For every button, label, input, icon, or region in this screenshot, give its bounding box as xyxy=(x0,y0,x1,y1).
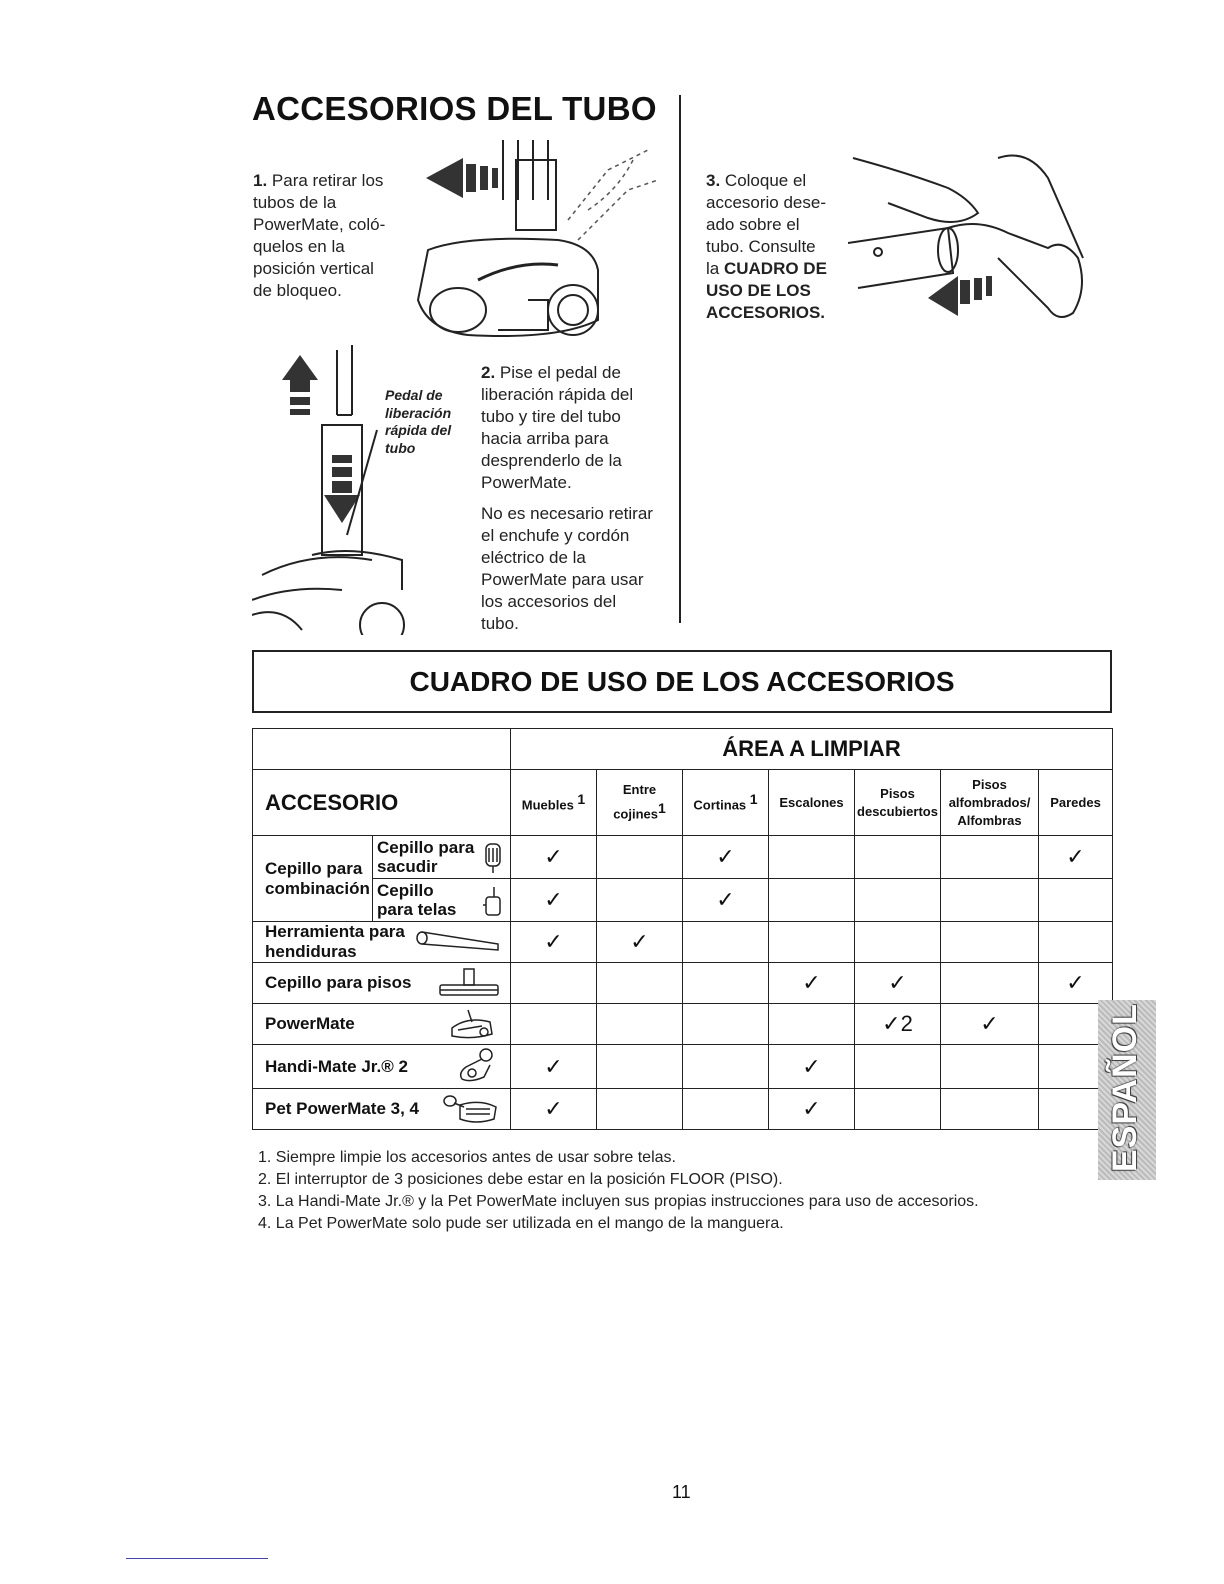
check-cell xyxy=(597,1089,683,1130)
check-cell xyxy=(941,879,1039,922)
check-cell xyxy=(683,1004,769,1045)
row-label-powermate: PowerMate xyxy=(253,1004,511,1045)
column-header: Escalones xyxy=(769,770,855,836)
check-cell: ✓ xyxy=(1039,963,1113,1004)
check-cell xyxy=(683,922,769,963)
column-header: Cortinas $^1$ xyxy=(683,770,769,836)
step-2-note xyxy=(481,503,671,635)
row-label-upholstery-brush: Cepillo para telas xyxy=(373,879,511,922)
footnote: 2. El interruptor de 3 posiciones debe estar en la posición FLOOR (PISO). xyxy=(258,1171,783,1188)
step-3-line: la xyxy=(706,259,720,278)
check-cell xyxy=(683,1045,769,1089)
step-2-note-line: el enchufe y cordón xyxy=(481,526,630,545)
upright-lock-illustration xyxy=(408,140,668,345)
step-3-line: accesorio dese- xyxy=(706,193,827,212)
footnotes xyxy=(258,1147,979,1235)
footnote: 3. La Handi-Mate Jr.® y la Pet PowerMate incluyen sus propias instrucciones para uso de accesorios. xyxy=(258,1193,979,1210)
column-header: Pisos descubiertos xyxy=(855,770,941,836)
check-cell xyxy=(941,1089,1039,1130)
footnote: 1. Siempre limpie los accesorios antes de usar sobre telas. xyxy=(258,1149,676,1166)
step-3-line: Coloque el xyxy=(724,171,807,190)
step-1-line: Para retirar los xyxy=(271,171,384,190)
page-number: 11 xyxy=(672,1482,691,1502)
step-2-text xyxy=(481,362,671,494)
step-3-bold: ACCESORIOS. xyxy=(706,303,826,322)
check-cell xyxy=(855,922,941,963)
check-cell: ✓ xyxy=(1039,836,1113,879)
step-3-line: ado sobre el xyxy=(706,215,800,234)
group-label-combination-brush: Cepillo para combinación xyxy=(253,836,373,922)
check-cell xyxy=(855,836,941,879)
area-header: ÁREA A LIMPIAR xyxy=(511,729,1113,770)
step-2-note-line: tubo. xyxy=(481,614,519,633)
chart-title: CUADRO DE USO DE LOS ACCESORIOS xyxy=(409,666,955,697)
accessory-usage-table xyxy=(252,728,1113,1130)
column-header: Muebles $^1$ xyxy=(511,770,597,836)
check-cell: ✓ xyxy=(683,836,769,879)
check-cell xyxy=(597,1045,683,1089)
check-cell xyxy=(855,879,941,922)
row-label-floor-brush: Cepillo para pisos xyxy=(253,963,511,1004)
check-cell xyxy=(769,879,855,922)
check-cell xyxy=(769,922,855,963)
check-cell: ✓ xyxy=(511,922,597,963)
check-cell xyxy=(769,836,855,879)
upholstery-brush-icon xyxy=(482,885,502,917)
step-3-bold: CUADRO DE xyxy=(723,259,827,278)
step-1-line: de bloqueo. xyxy=(253,281,342,300)
check-cell xyxy=(941,836,1039,879)
check-cell xyxy=(855,1045,941,1089)
step-1-text xyxy=(253,170,403,302)
pedal-caption-line: rápida del xyxy=(385,422,452,438)
row-label-crevice-tool: Herramienta para hendiduras xyxy=(253,922,511,963)
check-cell xyxy=(941,922,1039,963)
check-cell xyxy=(855,1089,941,1130)
footnote: 4. La Pet PowerMate solo pude ser utilizada en el mango de la manguera. xyxy=(258,1215,784,1232)
pedal-caption-line: Pedal de xyxy=(385,387,443,403)
corner-cell xyxy=(253,729,511,770)
language-tab-label: ESPAÑOL xyxy=(1106,1003,1144,1172)
step-3-line: tubo. Consulte xyxy=(706,237,816,256)
step-2-number: 2. xyxy=(481,363,496,382)
attach-tool-illustration xyxy=(848,148,1100,328)
check-cell: ✓ xyxy=(769,1045,855,1089)
step-2-line: PowerMate. xyxy=(481,473,572,492)
check-cell: ✓2 xyxy=(855,1004,941,1045)
column-header: Paredes xyxy=(1039,770,1113,836)
check-cell xyxy=(597,963,683,1004)
step-1-line: tubos de la xyxy=(253,193,337,212)
step-2-line: Pise el pedal de xyxy=(499,363,621,382)
crevice-tool-icon xyxy=(414,930,502,954)
step-2-note-line: eléctrico de la xyxy=(481,548,586,567)
step-3-number: 3. xyxy=(706,171,721,190)
check-cell xyxy=(683,963,769,1004)
pedal-caption-line: tubo xyxy=(385,439,416,456)
dusting-brush-icon xyxy=(482,842,504,874)
row-label-pet-powermate: Pet PowerMate 3, 4 xyxy=(253,1089,511,1130)
check-cell: ✓ xyxy=(511,836,597,879)
check-cell: ✓ xyxy=(769,1089,855,1130)
check-cell xyxy=(1039,922,1113,963)
column-divider xyxy=(679,95,681,623)
powermate-icon xyxy=(448,1008,496,1040)
check-cell xyxy=(511,963,597,1004)
step-2-line: hacia arriba para xyxy=(481,429,609,448)
row-label-dusting-brush: Cepillo para sacudir xyxy=(373,836,511,879)
step-3-text xyxy=(706,170,846,324)
check-cell: ✓ xyxy=(683,879,769,922)
step-1-line: posición vertical xyxy=(253,259,374,278)
step-2-line: tubo y tire del tubo xyxy=(481,407,621,426)
page-heading: ACCESORIOS DEL TUBO xyxy=(252,90,657,127)
footer-rule xyxy=(126,1558,268,1559)
check-cell xyxy=(941,1045,1039,1089)
check-cell xyxy=(597,836,683,879)
language-tab xyxy=(1098,1000,1156,1180)
row-label-handi-mate: Handi-Mate Jr.® 2 xyxy=(253,1045,511,1089)
check-cell: ✓ xyxy=(855,963,941,1004)
column-header: Entre cojines$^1$ xyxy=(597,770,683,836)
check-cell: ✓ xyxy=(511,1089,597,1130)
step-2-note-line: PowerMate para usar xyxy=(481,570,644,589)
check-cell: ✓ xyxy=(597,922,683,963)
step-1-line: quelos en la xyxy=(253,237,345,256)
pedal-caption-line: liberación xyxy=(385,404,452,421)
check-cell: ✓ xyxy=(511,1045,597,1089)
step-2-line: liberación rápida del xyxy=(481,385,634,404)
check-cell: ✓ xyxy=(511,879,597,922)
floor-brush-icon xyxy=(436,967,502,999)
check-cell xyxy=(941,963,1039,1004)
handi-mate-icon xyxy=(456,1047,496,1085)
step-1-number: 1. xyxy=(253,171,268,190)
check-cell: ✓ xyxy=(941,1004,1039,1045)
pedal-caption xyxy=(385,387,451,457)
chart-title-box xyxy=(252,650,1112,713)
check-cell: ✓ xyxy=(769,963,855,1004)
step-1-line: PowerMate, coló- xyxy=(253,215,386,234)
check-cell xyxy=(683,1089,769,1130)
step-2-note-line: los accesorios del xyxy=(481,592,617,611)
check-cell xyxy=(511,1004,597,1045)
column-header: Pisos alfombrados/ Alfombras xyxy=(941,770,1039,836)
check-cell xyxy=(597,879,683,922)
check-cell xyxy=(769,1004,855,1045)
check-cell xyxy=(597,1004,683,1045)
step-2-line: desprenderlo de la xyxy=(481,451,622,470)
step-2-note-line: No es necesario retirar xyxy=(481,504,653,523)
pet-powermate-icon xyxy=(440,1093,500,1125)
step-3-bold: USO DE LOS xyxy=(706,281,811,300)
check-cell xyxy=(1039,879,1113,922)
accessory-header: ACCESORIO xyxy=(253,770,511,836)
